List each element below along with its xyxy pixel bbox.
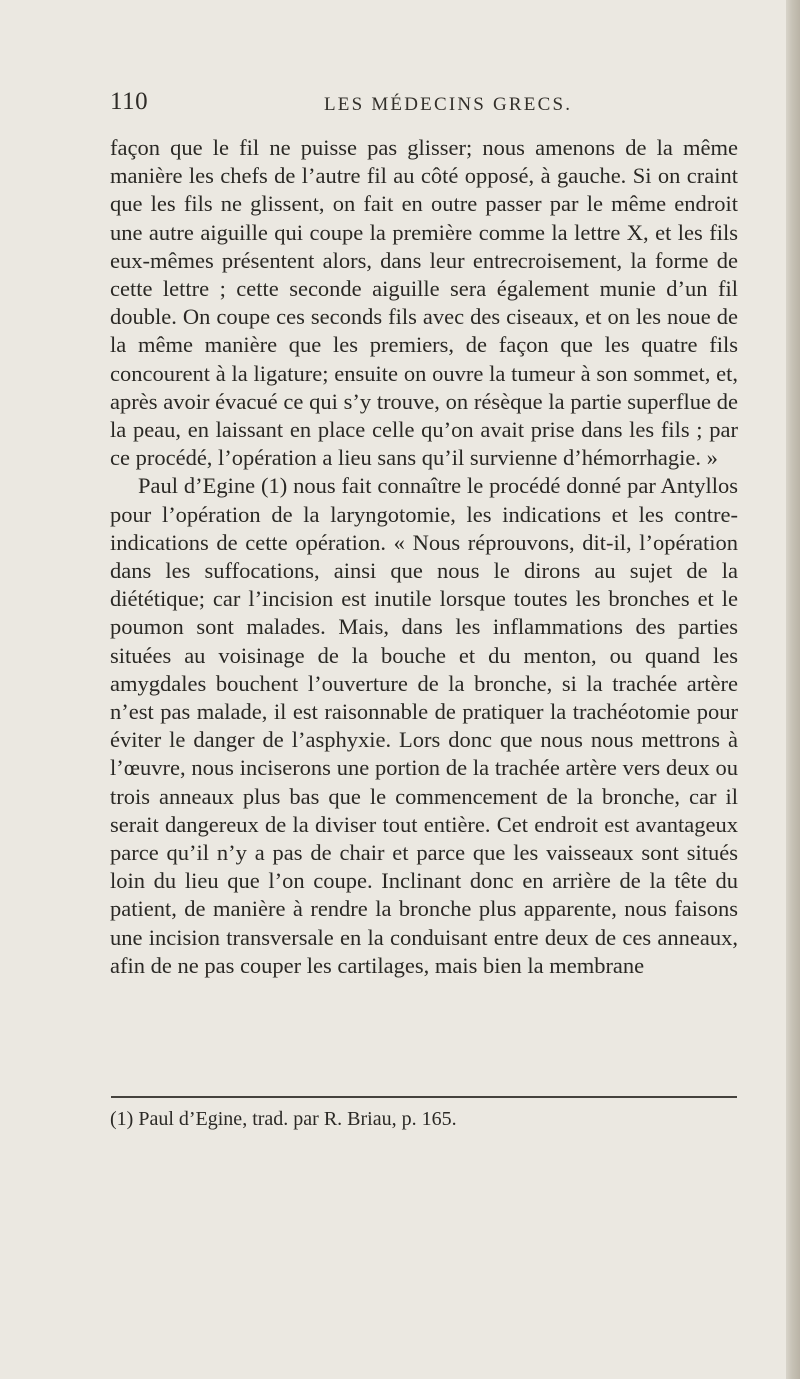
paragraph-1: façon que le fil ne puisse pas glisser; nous amenons de la même manière les chefs de l’autre fil au côté opposé, à gauche. Si on craint que les fils ne glissent, on fait en outre passer par le même endroit une autre aiguille qui coupe la première comme la lettre X, et les fils eux-mêmes présentent alors, dans leur entrecroisement, la forme de cette lettre ; cette seconde aiguille sera également munie d’un fil double. On coupe ces seconds fils avec des ciseaux, et on les noue de la même manière que les premiers, de façon que les quatre fils concourent à la ligature; ensuite on ouvre la tumeur à son sommet, et, après avoir évacué ce qui s’y trouve, on résèque la partie superflue de la peau, en laissant en place celle qu’on avait prise dans les fils ; par ce procédé, l’opération a lieu sans qu’il survienne d’hémorrhagie. »	[110, 135, 738, 471]
page-number: 110	[110, 88, 149, 115]
footnote-divider	[111, 1096, 737, 1098]
paragraph-2: Paul d’Egine (1) nous fait connaître le procédé donné par Antyllos pour l’opération de la laryngotomie, les indications et les contre-indications de cette opération. « Nous réprouvons, dit-il, l’opération dans les suffocations, ainsi que nous le dirons au sujet de la diététique; car l’incision est inutile lorsque toutes les bronches et le poumon sont malades. Mais, dans les inflammations des parties situées au voisinage de la bouche et du menton, ou quand les amygdales bouchent l’ouverture de la bronche, si la trachée artère n’est pas malade, il est raisonnable de pratiquer la trachéotomie pour éviter le danger de l’asphyxie. Lors donc que nous nous mettrons à l’œuvre, nous inciserons une portion de la trachée artère vers deux ou trois anneaux plus bas que le commencement de la bronche, car il serait dangereux de la diviser tout entière. Cet endroit est avantageux parce qu’il n’y a pas de chair et parce que les vaisseaux sont situés loin du lieu que l’on coupe. Inclinant donc en arrière de la tête du patient, de manière à rendre la bronche plus apparente, nous faisons une incision transversale en la conduisant entre deux de ces anneaux, afin de ne pas couper les cartilages, mais bien la membrane	[110, 473, 738, 978]
running-header	[110, 88, 730, 122]
footnote: (1) Paul d’Egine, trad. par R. Briau, p. 165.	[110, 1108, 457, 1130]
page-edge-shadow	[786, 0, 800, 1379]
running-title: LES MÉDECINS GRECS.	[324, 94, 573, 115]
main-text	[110, 134, 738, 980]
